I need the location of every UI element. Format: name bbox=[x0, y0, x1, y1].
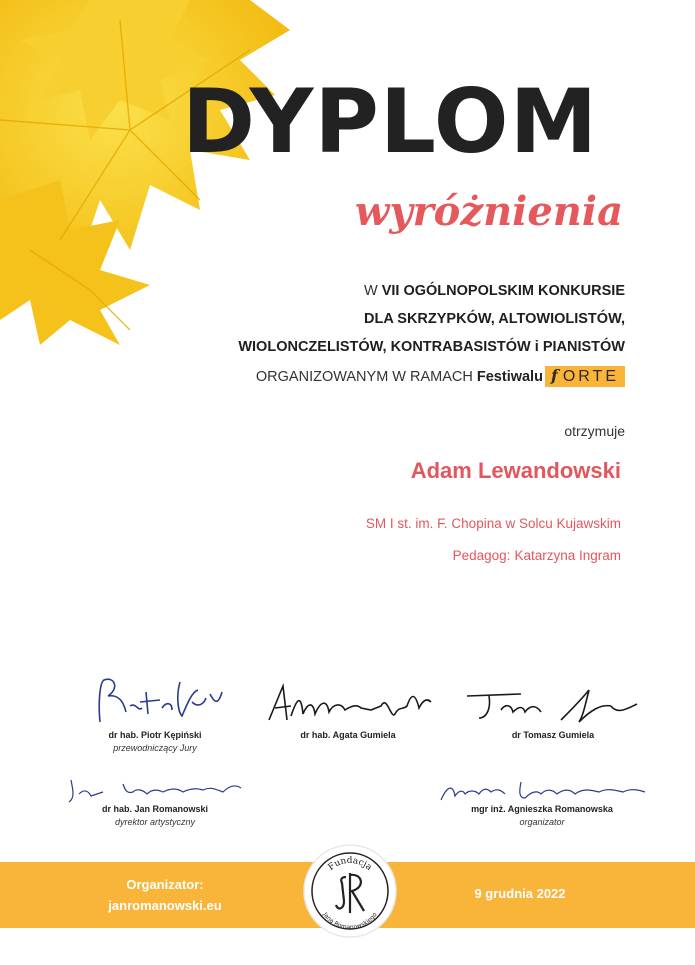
recipient-name: Adam Lewandowski bbox=[410, 458, 621, 483]
competition-categories-2: WIOLONCZELISTÓW, KONTRABASISTÓW i PIANISTÓW bbox=[238, 339, 625, 355]
festival-label: Festiwalu bbox=[476, 369, 543, 385]
signature-block-jan bbox=[60, 776, 250, 827]
signature-block-agata bbox=[258, 680, 438, 740]
organizer-label: Organizator: bbox=[126, 877, 204, 892]
logo-bottom-text: Jana Romanowskiego bbox=[321, 911, 379, 932]
forte-badge bbox=[545, 366, 625, 387]
organizer-website[interactable]: janromanowski.eu bbox=[108, 898, 222, 913]
teacher-name: Katarzyna Ingram bbox=[514, 548, 621, 563]
teacher-line bbox=[453, 548, 621, 563]
signatory-name: dr hab. Agata Gumiela bbox=[300, 730, 396, 740]
signatory-role: dyrektor artystyczny bbox=[114, 817, 196, 827]
logo-top-text: Fundacja bbox=[326, 855, 374, 873]
teacher-label: Pedagog: bbox=[452, 548, 511, 563]
competition-categories-1: DLA SKRZYPKÓW, ALTOWIOLISTÓW, bbox=[364, 311, 625, 327]
diploma-title: DYPLOM bbox=[182, 70, 599, 173]
signature-block-agnieszka bbox=[432, 776, 652, 827]
competition-line-4 bbox=[256, 366, 625, 387]
receives-label: otrzymuje bbox=[564, 423, 625, 439]
handwritten-signature-icon bbox=[261, 680, 436, 730]
competition-line-2 bbox=[364, 312, 625, 327]
handwritten-signature-icon bbox=[80, 672, 230, 730]
organized-within: ORGANIZOWANYM W RAMACH bbox=[255, 369, 473, 385]
handwritten-signature-icon bbox=[63, 776, 248, 804]
signatory-name: dr Tomasz Gumiela bbox=[511, 730, 595, 740]
diploma-subtitle: wyróżnienia bbox=[354, 188, 623, 235]
foundation-logo-icon bbox=[302, 843, 398, 939]
signatory-name: dr hab. Jan Romanowski bbox=[101, 804, 209, 814]
competition-line-1 bbox=[364, 284, 625, 299]
competition-line-3 bbox=[238, 340, 625, 355]
handwritten-signature-icon bbox=[461, 680, 646, 730]
forte-rest: ORTE bbox=[562, 368, 619, 385]
signatory-role: przewodniczący Jury bbox=[113, 743, 197, 753]
signature-block-tomasz bbox=[458, 680, 648, 740]
signatory-role: organizator bbox=[519, 817, 565, 827]
handwritten-signature-icon bbox=[435, 776, 650, 804]
signatory-name: mgr inż. Agnieszka Romanowska bbox=[471, 804, 613, 814]
signatory-name: dr hab. Piotr Kępiński bbox=[108, 730, 202, 740]
competition-title: VII OGÓLNOPOLSKIM KONKURSIE bbox=[381, 283, 625, 299]
signature-block-kepinski bbox=[70, 672, 240, 753]
diploma-date: 9 grudnia 2022 bbox=[474, 886, 566, 901]
school-name: SM I st. im. F. Chopina w Solcu Kujawskim bbox=[365, 516, 621, 531]
forte-initial: f bbox=[550, 366, 563, 385]
competition-prefix: W bbox=[363, 283, 378, 299]
organizer-block bbox=[90, 874, 240, 916]
